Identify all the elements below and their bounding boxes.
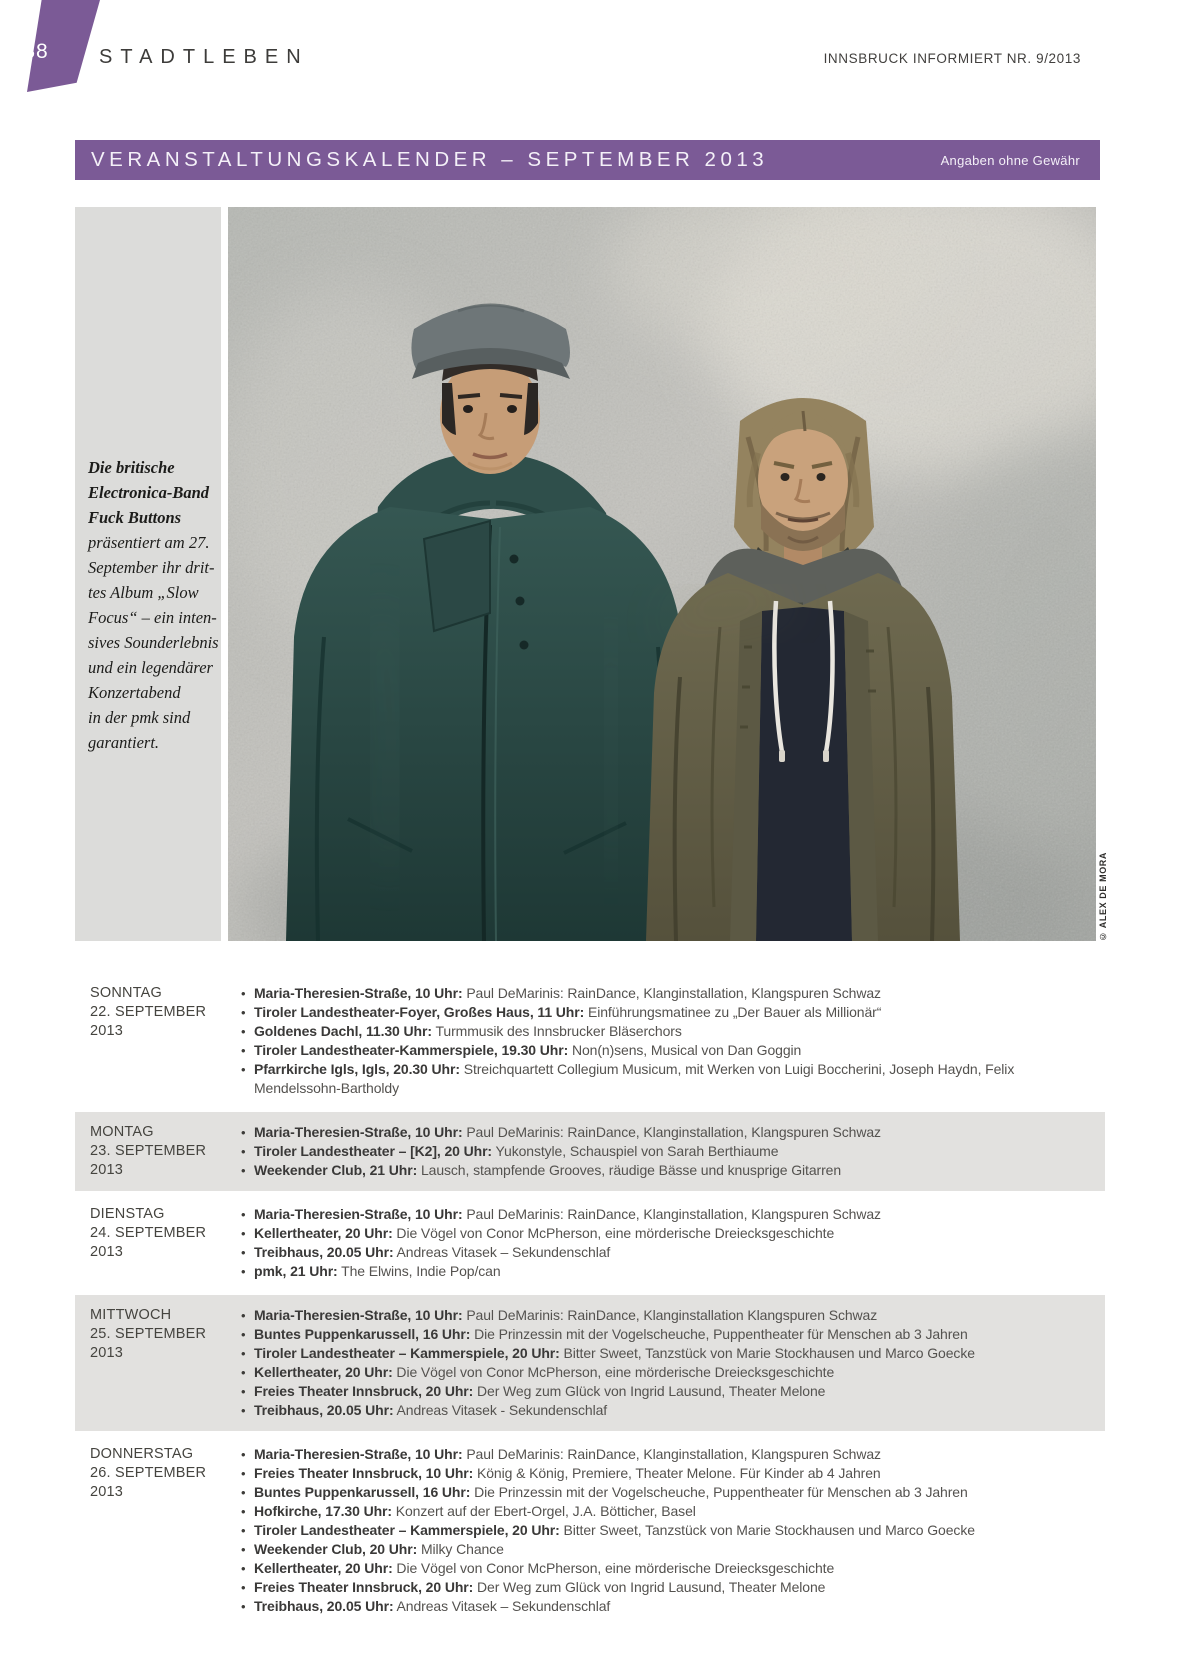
feature-caption bbox=[75, 207, 221, 755]
bullet-icon: • bbox=[241, 1264, 246, 1279]
event-description: Paul DeMarinis: RainDance, Klanginstallation, Klangspuren Schwaz bbox=[462, 1206, 881, 1222]
event-description: Streichquartett Collegium Musicum, mit Werken von Luigi Boccherini, Joseph Haydn, Felix Mendelssohn-Bartholdy bbox=[254, 1061, 1015, 1096]
band-photo-illustration bbox=[228, 207, 1096, 941]
event-venue-time: Tiroler Landestheater – Kammerspiele, 20 Uhr: bbox=[254, 1345, 560, 1361]
event-venue-time: Tiroler Landestheater – Kammerspiele, 20 Uhr: bbox=[254, 1522, 560, 1538]
event-venue-time: Freies Theater Innsbruck, 10 Uhr: bbox=[254, 1465, 474, 1481]
event-list bbox=[240, 984, 1040, 1098]
event-item bbox=[240, 1123, 1040, 1142]
event-item bbox=[240, 1464, 1040, 1483]
event-description: Paul DeMarinis: RainDance, Klanginstallation, Klangspuren Schwaz bbox=[462, 985, 881, 1001]
event-venue-time: Goldenes Dachl, 11.30 Uhr: bbox=[254, 1023, 432, 1039]
event-description: Einführungsmatinee zu „Der Bauer als Millionär“ bbox=[584, 1004, 882, 1020]
event-list bbox=[240, 1123, 1040, 1180]
day-date: 22. SEPTEMBER 2013 bbox=[90, 1004, 207, 1039]
bullet-icon: • bbox=[241, 1485, 246, 1500]
event-description: Andreas Vitasek – Sekundenschlaf bbox=[393, 1244, 611, 1260]
event-description: Andreas Vitasek - Sekundenschlaf bbox=[393, 1402, 608, 1418]
event-description: Paul DeMarinis: RainDance, Klanginstallation Klangspuren Schwaz bbox=[462, 1307, 878, 1323]
event-item bbox=[240, 1060, 1040, 1098]
caption-line: präsentiert am 27. bbox=[88, 533, 210, 552]
event-item bbox=[240, 1003, 1040, 1022]
caption-line: Fuck Buttons bbox=[88, 508, 182, 527]
bullet-icon: • bbox=[241, 1365, 246, 1380]
calendar-day-section bbox=[75, 1112, 1105, 1191]
event-item bbox=[240, 1344, 1040, 1363]
event-description: Bitter Sweet, Tanzstück von Marie Stockhausen und Marco Goecke bbox=[559, 1522, 975, 1538]
bullet-icon: • bbox=[241, 1207, 246, 1222]
event-venue-time: Tiroler Landestheater-Kammerspiele, 19.30 Uhr: bbox=[254, 1042, 569, 1058]
caption-line: Electronica-Band bbox=[88, 483, 210, 502]
event-item bbox=[240, 1382, 1040, 1401]
event-item bbox=[240, 1205, 1040, 1224]
bullet-icon: • bbox=[241, 1327, 246, 1342]
bullet-icon: • bbox=[241, 1024, 246, 1039]
event-description: Non(n)sens, Musical von Dan Goggin bbox=[568, 1042, 802, 1058]
event-item bbox=[240, 984, 1040, 1003]
event-item bbox=[240, 1502, 1040, 1521]
event-venue-time: Pfarrkirche Igls, Igls, 20.30 Uhr: bbox=[254, 1061, 460, 1077]
event-venue-time: Maria-Theresien-Straße, 10 Uhr: bbox=[254, 985, 463, 1001]
photo-credit-text: © ALEX DE MORA bbox=[1098, 852, 1108, 942]
event-item bbox=[240, 1445, 1040, 1464]
day-name: MITTWOCH bbox=[90, 1307, 172, 1323]
event-description: Die Vögel von Conor McPherson, eine mörderische Dreiecksgeschichte bbox=[392, 1560, 835, 1576]
event-description: Lausch, stampfende Grooves, räudige Bässe und knusprige Gitarren bbox=[417, 1162, 842, 1178]
event-item bbox=[240, 1363, 1040, 1382]
bullet-icon: • bbox=[241, 1245, 246, 1260]
section-title: STADTLEBEN bbox=[99, 46, 309, 68]
day-label bbox=[75, 1445, 240, 1616]
day-name: SONNTAG bbox=[90, 985, 163, 1001]
day-date: 24. SEPTEMBER 2013 bbox=[90, 1225, 207, 1260]
day-label bbox=[75, 984, 240, 1098]
bullet-icon: • bbox=[241, 1561, 246, 1576]
event-item bbox=[240, 1540, 1040, 1559]
event-venue-time: Maria-Theresien-Straße, 10 Uhr: bbox=[254, 1446, 463, 1462]
event-venue-time: Weekender Club, 21 Uhr: bbox=[254, 1162, 418, 1178]
bullet-icon: • bbox=[241, 1043, 246, 1058]
bullet-icon: • bbox=[241, 1144, 246, 1159]
event-description: König & König, Premiere, Theater Melone. Für Kinder ab 4 Jahren bbox=[473, 1465, 881, 1481]
event-venue-time: pmk, 21 Uhr: bbox=[254, 1263, 338, 1279]
event-item bbox=[240, 1224, 1040, 1243]
event-venue-time: Kellertheater, 20 Uhr: bbox=[254, 1560, 393, 1576]
bullet-icon: • bbox=[241, 1062, 246, 1077]
caption-line: in der pmk sind bbox=[88, 708, 191, 727]
day-date: 25. SEPTEMBER 2013 bbox=[90, 1326, 207, 1361]
bullet-icon: • bbox=[241, 1125, 246, 1140]
event-description: Die Prinzessin mit der Vogelscheuche, Puppentheater für Menschen ab 3 Jahren bbox=[470, 1326, 968, 1342]
event-venue-time: Treibhaus, 20.05 Uhr: bbox=[254, 1598, 394, 1614]
event-venue-time: Maria-Theresien-Straße, 10 Uhr: bbox=[254, 1307, 463, 1323]
bullet-icon: • bbox=[241, 986, 246, 1001]
event-description: Konzert auf der Ebert-Orgel, J.A. Bötticher, Basel bbox=[391, 1503, 696, 1519]
calendar bbox=[75, 970, 1105, 1630]
event-item bbox=[240, 1041, 1040, 1060]
bullet-icon: • bbox=[241, 1580, 246, 1595]
event-list bbox=[240, 1205, 1040, 1281]
bullet-icon: • bbox=[241, 1542, 246, 1557]
event-description: Der Weg zum Glück von Ingrid Lausund, Theater Melone bbox=[473, 1383, 826, 1399]
event-venue-time: Kellertheater, 20 Uhr: bbox=[254, 1364, 393, 1380]
bullet-icon: • bbox=[241, 1384, 246, 1399]
band-photo bbox=[228, 207, 1096, 941]
day-label bbox=[75, 1123, 240, 1180]
caption-line: Focus“ – ein inten- bbox=[88, 608, 217, 627]
bullet-icon: • bbox=[241, 1504, 246, 1519]
event-description: Paul DeMarinis: RainDance, Klanginstallation, Klangspuren Schwaz bbox=[462, 1124, 881, 1140]
bullet-icon: • bbox=[241, 1163, 246, 1178]
caption-line: garantiert. bbox=[88, 733, 160, 752]
event-item bbox=[240, 1161, 1040, 1180]
bullet-icon: • bbox=[241, 1523, 246, 1538]
event-list bbox=[240, 1445, 1040, 1616]
day-name: DONNERSTAG bbox=[90, 1446, 194, 1462]
event-description: Turmmusik des Innsbrucker Bläserchors bbox=[431, 1023, 682, 1039]
bullet-icon: • bbox=[241, 1466, 246, 1481]
event-venue-time: Kellertheater, 20 Uhr: bbox=[254, 1225, 393, 1241]
event-item bbox=[240, 1483, 1040, 1502]
event-venue-time: Tiroler Landestheater-Foyer, Großes Haus, 11 Uhr: bbox=[254, 1004, 585, 1020]
event-list bbox=[240, 1306, 1040, 1420]
event-description: Andreas Vitasek – Sekundenschlaf bbox=[393, 1598, 611, 1614]
event-item bbox=[240, 1262, 1040, 1281]
event-venue-time: Buntes Puppenkarussell, 16 Uhr: bbox=[254, 1326, 471, 1342]
calendar-day-section bbox=[75, 970, 1105, 1112]
bullet-icon: • bbox=[241, 1599, 246, 1614]
event-description: The Elwins, Indie Pop/can bbox=[337, 1263, 501, 1279]
event-item bbox=[240, 1521, 1040, 1540]
calendar-banner bbox=[75, 140, 1100, 180]
bullet-icon: • bbox=[241, 1447, 246, 1462]
event-item bbox=[240, 1022, 1040, 1041]
event-description: Die Prinzessin mit der Vogelscheuche, Puppentheater für Menschen ab 3 Jahren bbox=[470, 1484, 968, 1500]
caption-line: September ihr drit- bbox=[88, 558, 215, 577]
day-label bbox=[75, 1306, 240, 1420]
bullet-icon: • bbox=[241, 1005, 246, 1020]
caption-line: sives Sounderlebnis bbox=[88, 633, 219, 652]
caption-sidebar bbox=[75, 207, 221, 941]
event-description: Die Vögel von Conor McPherson, eine mörderische Dreiecksgeschichte bbox=[392, 1225, 835, 1241]
event-venue-time: Treibhaus, 20.05 Uhr: bbox=[254, 1244, 394, 1260]
event-item bbox=[240, 1306, 1040, 1325]
calendar-day-section bbox=[75, 1431, 1105, 1630]
event-item bbox=[240, 1325, 1040, 1344]
page-number: 38 bbox=[23, 40, 49, 63]
day-date: 26. SEPTEMBER 2013 bbox=[90, 1465, 207, 1500]
day-label bbox=[75, 1205, 240, 1281]
event-item bbox=[240, 1243, 1040, 1262]
event-description: Paul DeMarinis: RainDance, Klanginstallation, Klangspuren Schwaz bbox=[462, 1446, 881, 1462]
event-item bbox=[240, 1142, 1040, 1161]
caption-line: und ein legendärer bbox=[88, 658, 213, 677]
event-venue-time: Freies Theater Innsbruck, 20 Uhr: bbox=[254, 1579, 474, 1595]
event-venue-time: Maria-Theresien-Straße, 10 Uhr: bbox=[254, 1124, 463, 1140]
event-venue-time: Weekender Club, 20 Uhr: bbox=[254, 1541, 418, 1557]
bullet-icon: • bbox=[241, 1308, 246, 1323]
caption-line: Die britische bbox=[88, 458, 175, 477]
event-item bbox=[240, 1401, 1040, 1420]
day-date: 23. SEPTEMBER 2013 bbox=[90, 1143, 207, 1178]
calendar-day-section bbox=[75, 1191, 1105, 1295]
event-description: Yukonstyle, Schauspiel von Sarah Berthiaume bbox=[492, 1143, 779, 1159]
day-name: MONTAG bbox=[90, 1124, 154, 1140]
event-description: Milky Chance bbox=[417, 1541, 504, 1557]
bullet-icon: • bbox=[241, 1226, 246, 1241]
event-venue-time: Buntes Puppenkarussell, 16 Uhr: bbox=[254, 1484, 471, 1500]
banner-note: Angaben ohne Gewähr bbox=[940, 152, 1080, 168]
calendar-day-section bbox=[75, 1295, 1105, 1431]
event-item bbox=[240, 1597, 1040, 1616]
event-item bbox=[240, 1578, 1040, 1597]
banner-title: VERANSTALTUNGSKALENDER – SEPTEMBER 2013 bbox=[91, 148, 769, 171]
event-venue-time: Treibhaus, 20.05 Uhr: bbox=[254, 1402, 394, 1418]
event-description: Bitter Sweet, Tanzstück von Marie Stockhausen und Marco Goecke bbox=[559, 1345, 975, 1361]
event-description: Der Weg zum Glück von Ingrid Lausund, Theater Melone bbox=[473, 1579, 826, 1595]
caption-line: tes Album „Slow bbox=[88, 583, 199, 602]
event-item bbox=[240, 1559, 1040, 1578]
event-description: Die Vögel von Conor McPherson, eine mörderische Dreiecksgeschichte bbox=[392, 1364, 835, 1380]
event-venue-time: Maria-Theresien-Straße, 10 Uhr: bbox=[254, 1206, 463, 1222]
day-name: DIENSTAG bbox=[90, 1206, 165, 1222]
bullet-icon: • bbox=[241, 1403, 246, 1418]
bullet-icon: • bbox=[241, 1346, 246, 1361]
event-venue-time: Tiroler Landestheater – [K2], 20 Uhr: bbox=[254, 1143, 492, 1159]
caption-line: Konzertabend bbox=[88, 683, 181, 702]
event-venue-time: Freies Theater Innsbruck, 20 Uhr: bbox=[254, 1383, 474, 1399]
event-venue-time: Hofkirche, 17.30 Uhr: bbox=[254, 1503, 392, 1519]
photo-credit bbox=[1098, 852, 1112, 942]
issue-label: INNSBRUCK INFORMIERT NR. 9/2013 bbox=[823, 51, 1081, 66]
